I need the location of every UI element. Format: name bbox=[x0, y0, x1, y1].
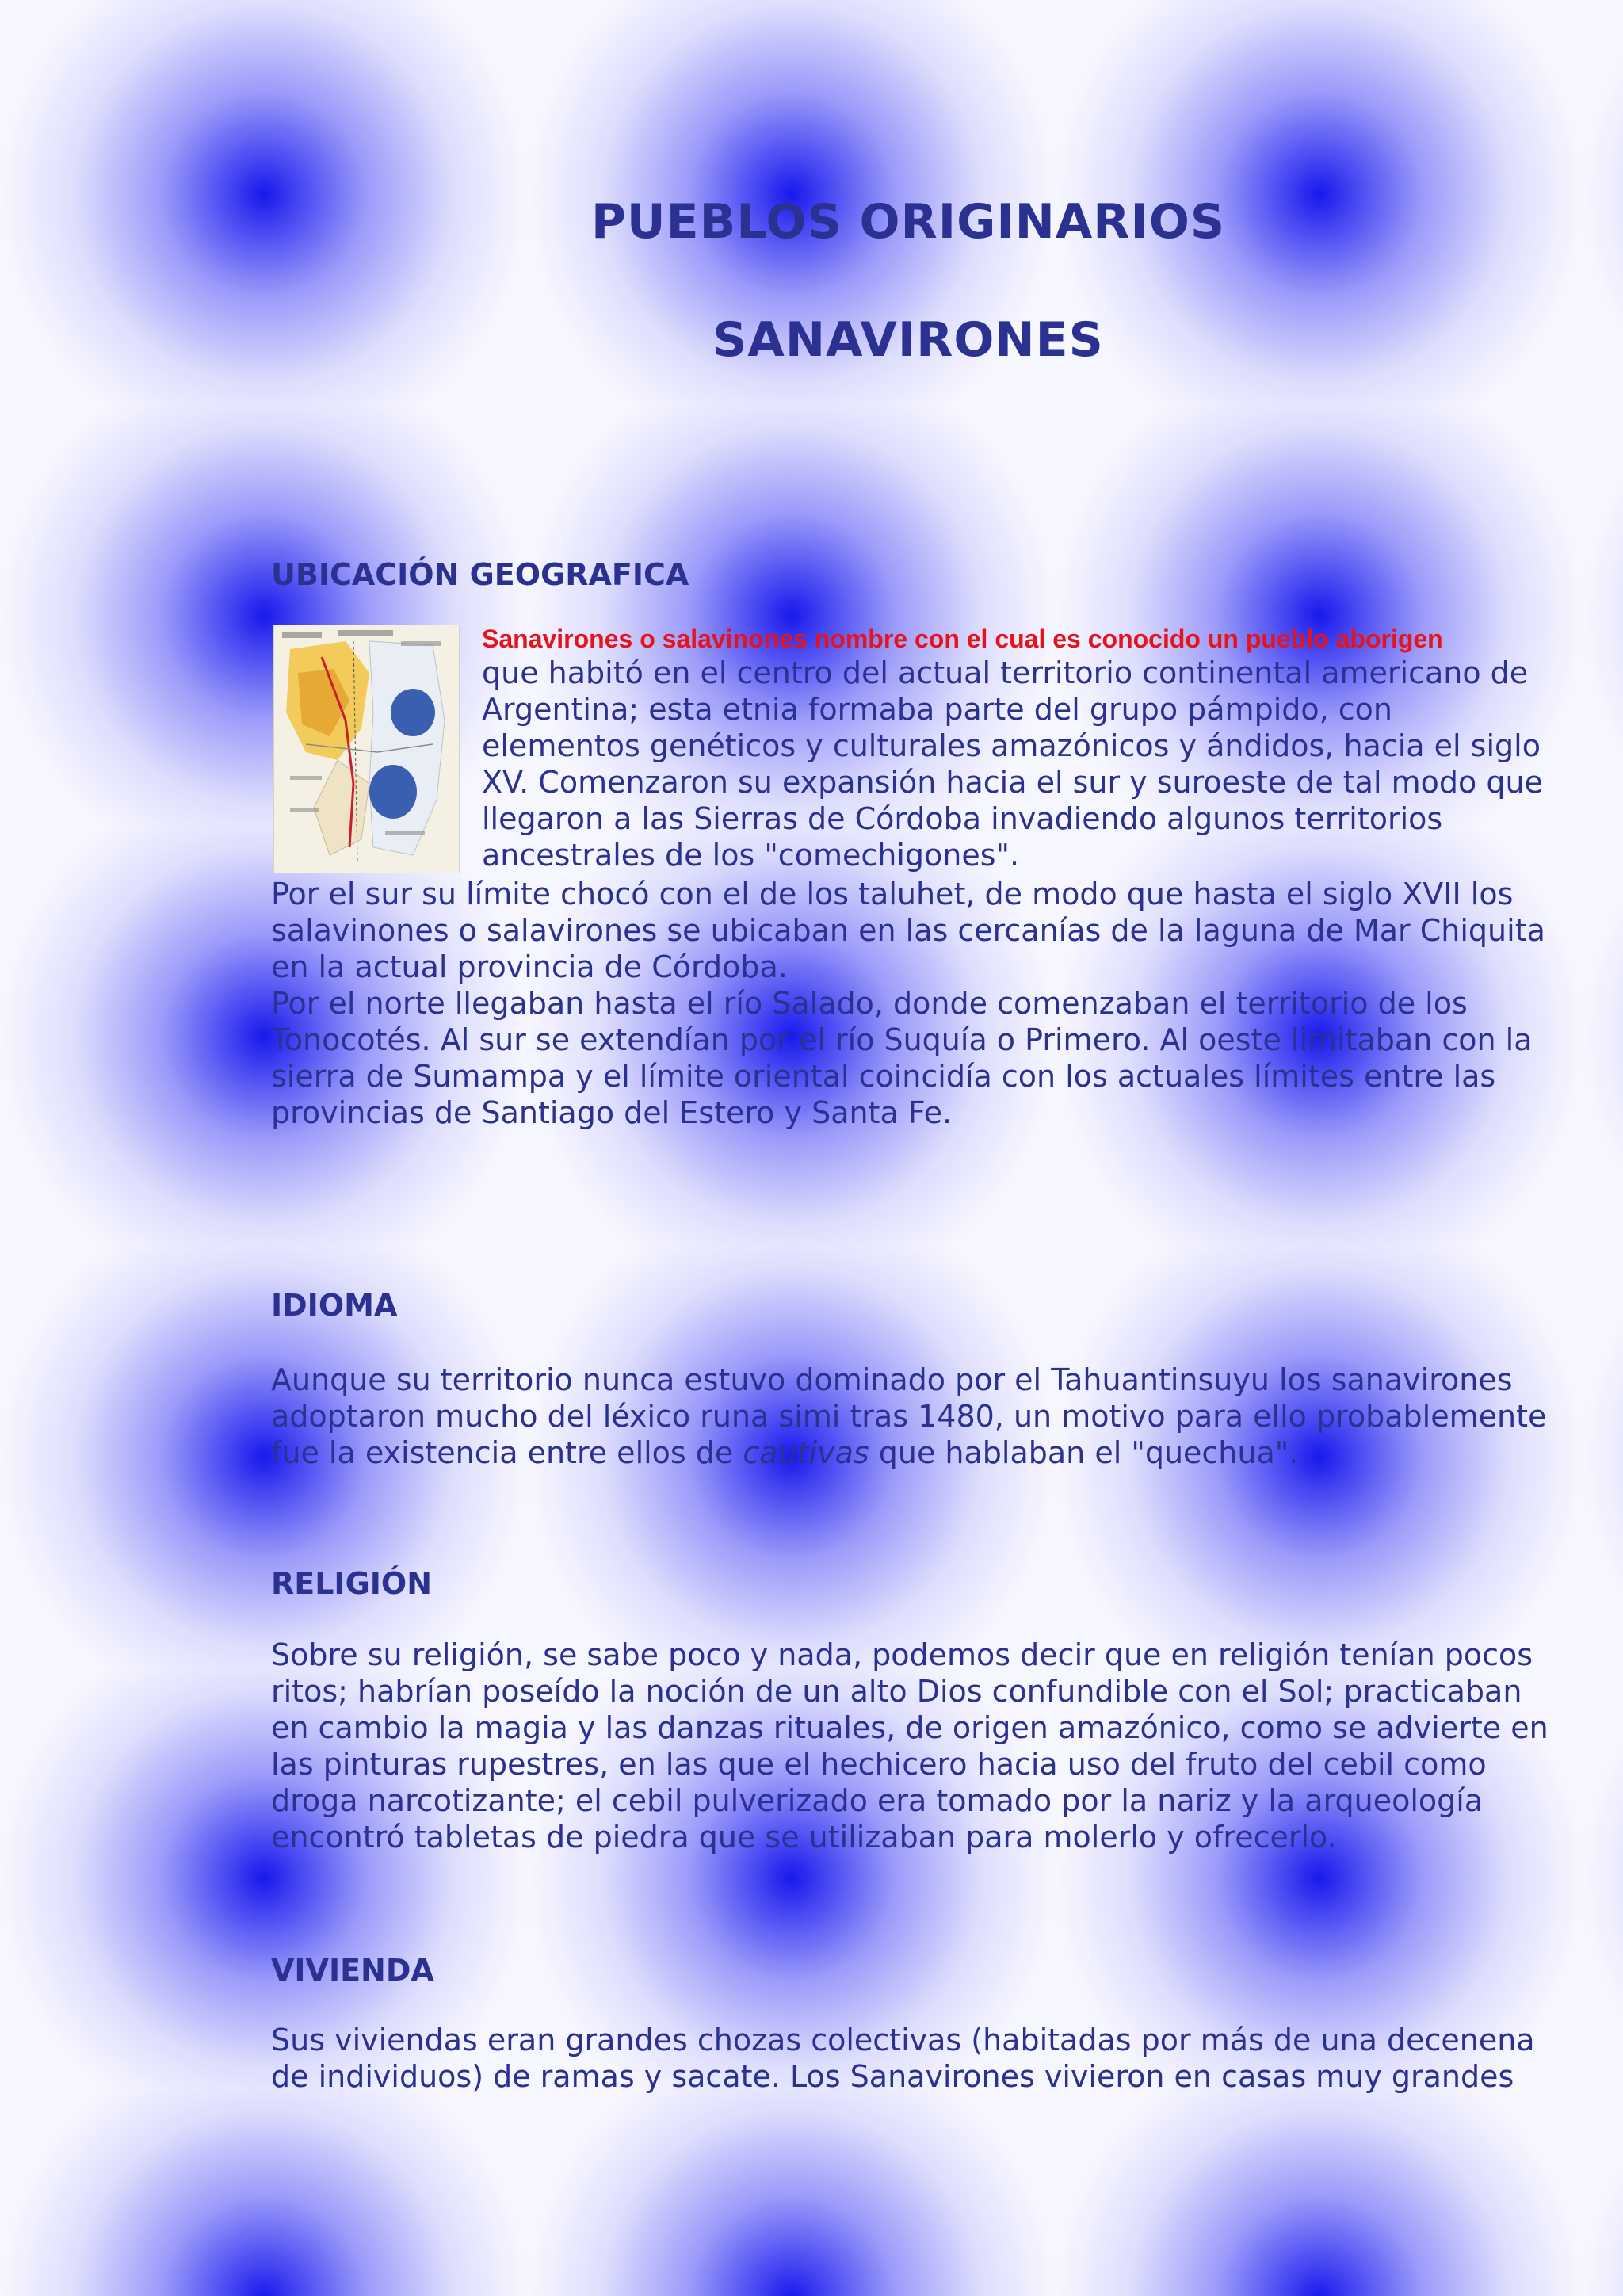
page-title: PUEBLOS ORIGINARIOS bbox=[590, 194, 1226, 250]
page-subtitle: SANAVIRONES bbox=[712, 312, 1104, 368]
religion-paragraph: Sobre su religión, se sabe poco y nada, podemos decir que en religión tenían pocos ritos; habrían poseído la noción de un alto Dios confundible con el Sol; practicaban en cambio la magia y las danzas rituales, de origen amazónico, como se advierte en las pinturas rupestres, en las que el hechicero hacia uso del fruto del cebil como droga narcotizante; el cebil pulverizado era tomado por la nariz y la arqueología encontró tabletas de piedra que se utilizaban para molerlo y ofrecerlo. bbox=[271, 1637, 1549, 1855]
territory-map-image bbox=[273, 625, 460, 873]
idioma-paragraph bbox=[271, 1362, 1555, 1471]
section-heading-ubicacion: UBICACIÓN GEOGRAFICA bbox=[271, 557, 689, 592]
ubicacion-paragraph-south: Por el sur su límite chocó con el de los taluhet, de modo que hasta el siglo XVII los salavinones o salavirones se ubicaban en las cercanías de la laguna de Mar Chiquita en la actual provincia de Córdoba. bbox=[271, 877, 1545, 984]
idioma-text-start: Aunque su territorio nunca estuvo dominado por el Tahuantinsuyu los sanavirones adoptaron mucho del léxico runa simi tras 1480, un motivo para ello probablemente fue la existencia entre ellos de bbox=[271, 1362, 1547, 1470]
section-heading-idioma: IDIOMA bbox=[271, 1288, 398, 1323]
section-heading-religion: RELIGIÓN bbox=[271, 1566, 433, 1601]
idioma-text-end: que hablaban el "quechua". bbox=[869, 1435, 1299, 1470]
ubicacion-intro bbox=[482, 623, 1560, 873]
idioma-text-italic: cautivas bbox=[743, 1435, 869, 1470]
section-heading-vivienda: VIVIENDA bbox=[271, 1953, 434, 1988]
highlighted-intro-sentence: Sanavirones o salavinones nombre con el cual es conocido un pueblo aborigen bbox=[482, 625, 1443, 653]
vivienda-paragraph: Sus viviendas eran grandes chozas colectivas (habitadas por más de una decenena de individuos) de ramas y sacate. Los Sanavirones vivieron en casas muy grandes bbox=[271, 2023, 1535, 2094]
intro-paragraph: que habitó en el centro del actual territorio continental americano de Argentina; esta etnia formaba parte del grupo pámpido, con elementos genéticos y culturales amazónicos y ándidos, hacia el siglo XV. Comenzaron su expansión hacia el sur y suroeste de tal modo que llegaron a las Sierras de Córdoba invadiendo algunos territorios ancestrales de los "comechigones". bbox=[482, 655, 1543, 873]
ubicacion-paragraph-north: Por el norte llegaban hasta el río Salado, donde comenzaban el territorio de los Tonocotés. Al sur se extendían por el río Suquía o Primero. Al oeste limitaban con la sierra de Sumampa y el límite oriental coincidía con los actuales límites entre las provincias de Santiago del Estero y Santa Fe. bbox=[271, 986, 1533, 1130]
